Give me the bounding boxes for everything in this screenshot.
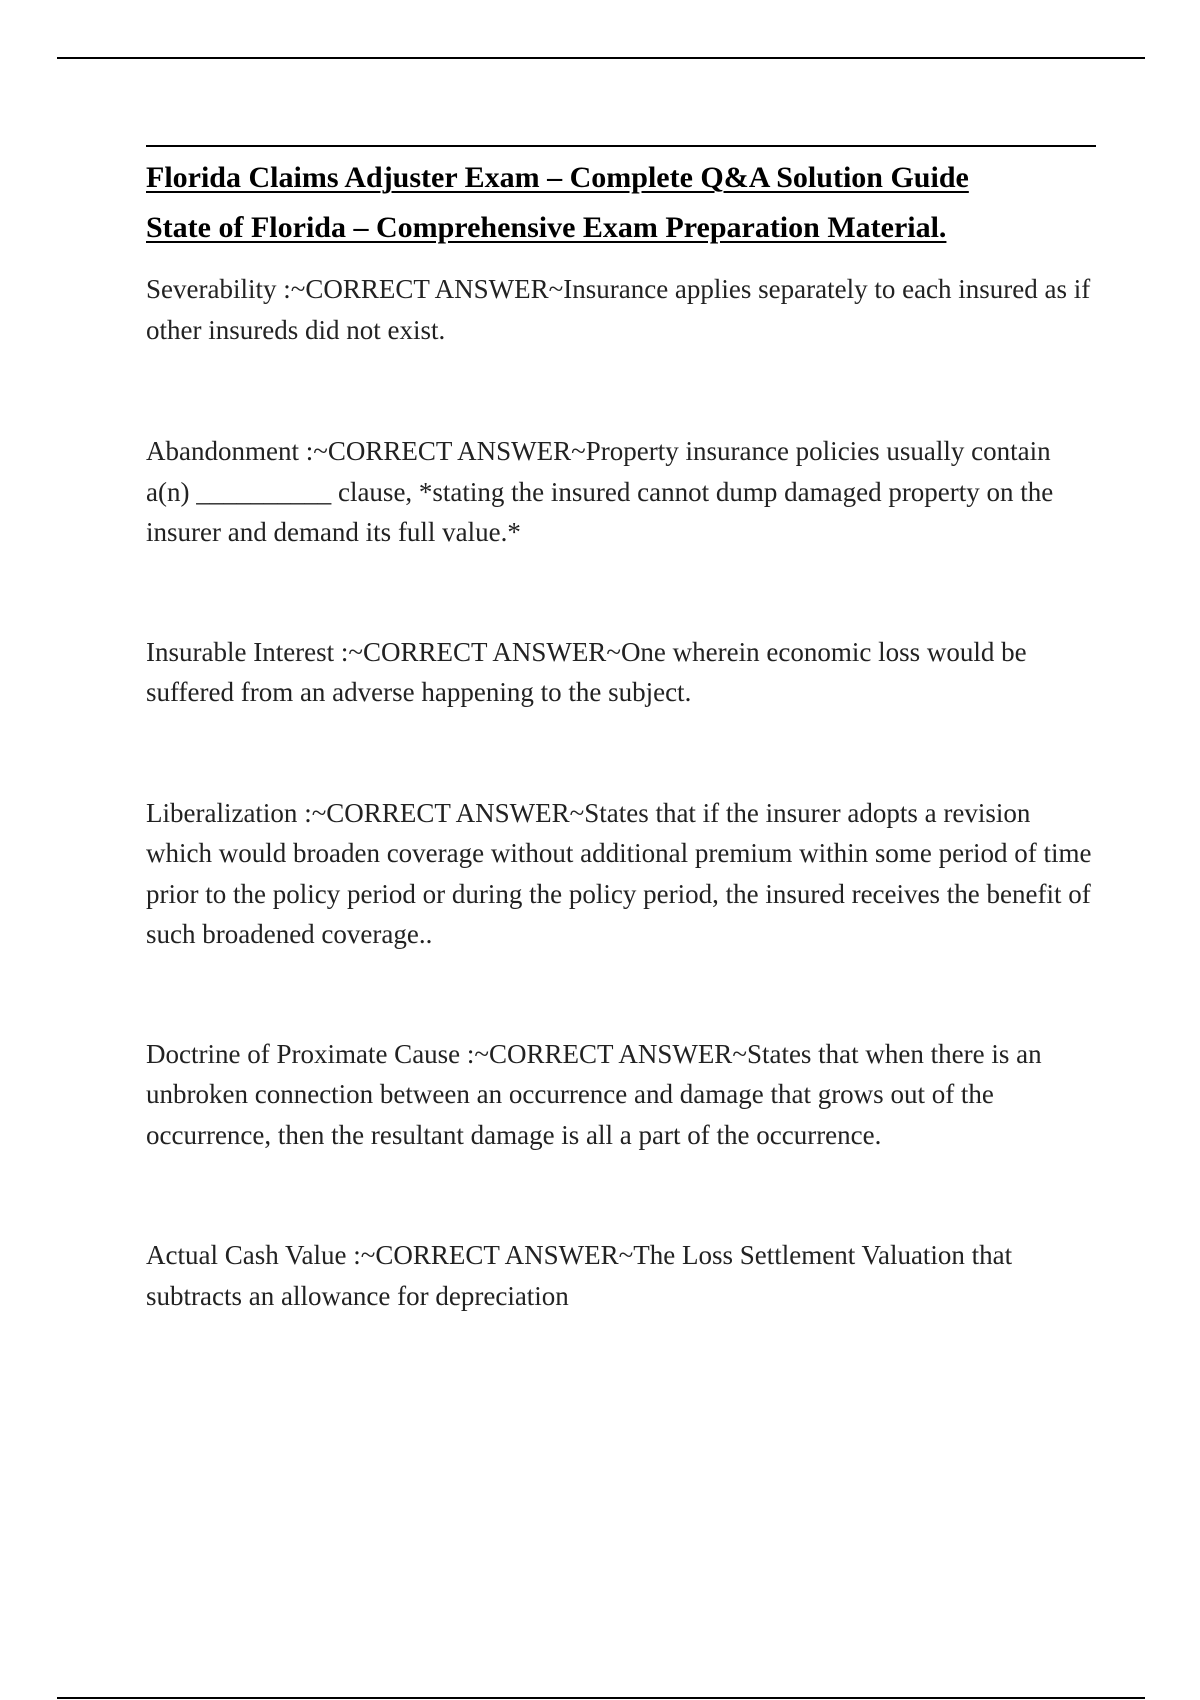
entry-answer: Insurance applies separately to each insured as if other insureds did not exist. — [146, 274, 1091, 345]
entry-term: Insurable Interest — [146, 636, 341, 667]
document-body — [146, 145, 1096, 1316]
document-subtitle: State of Florida – Comprehensive Exam Preparation Material. — [146, 211, 947, 244]
qa-entry-abandonment — [146, 431, 1096, 553]
page-header-rule — [57, 57, 1145, 59]
entry-term: Severability — [146, 274, 284, 304]
qa-entry-actual-cash-value — [146, 1235, 1096, 1316]
answer-marker: :~CORRECT ANSWER~ — [340, 636, 621, 667]
entry-answer: The Loss Settlement Valuation that subtracts an allowance for depreciation — [146, 1240, 1013, 1311]
title-overline — [146, 145, 1096, 147]
page-footer-rule — [57, 1697, 1145, 1699]
entry-answer: One wherein economic loss would be suffered from an adverse happening to the subject. — [146, 636, 1027, 707]
entry-answer: Property insurance policies usually contain a(n) __________ clause, *stating the insured cannot dump damaged property on the insurer and demand its full value.* — [146, 436, 1054, 547]
entry-term: Doctrine of Proximate Cause — [146, 1038, 467, 1069]
qa-entry-liberalization — [146, 793, 1096, 955]
entry-answer: States that when there is an unbroken connection between an occurrence and damage that grows out of the occurrence, then the resultant damage is all a part of the occurrence. — [146, 1038, 1042, 1150]
entry-term: Liberalization — [146, 797, 305, 828]
qa-entry-insurable-interest — [146, 632, 1096, 713]
answer-marker: :~CORRECT ANSWER~ — [305, 436, 586, 466]
answer-marker: :~CORRECT ANSWER~ — [304, 797, 585, 828]
answer-marker: :~CORRECT ANSWER~ — [283, 274, 564, 304]
entry-answer: States that if the insurer adopts a revision which would broaden coverage without additional premium within some period of time prior to the policy period or during the policy period, the insured receives the benefit of such broadened coverage.. — [146, 797, 1092, 949]
qa-entry-proximate-cause — [146, 1034, 1096, 1156]
answer-marker: :~CORRECT ANSWER~ — [466, 1038, 747, 1069]
answer-marker: :~CORRECT ANSWER~ — [353, 1240, 634, 1270]
document-title: Florida Claims Adjuster Exam – Complete Q&A Solution Guide — [146, 161, 969, 194]
entry-term: Abandonment — [146, 436, 306, 466]
qa-entry-severability — [146, 269, 1096, 350]
entry-term: Actual Cash Value — [146, 1240, 354, 1270]
